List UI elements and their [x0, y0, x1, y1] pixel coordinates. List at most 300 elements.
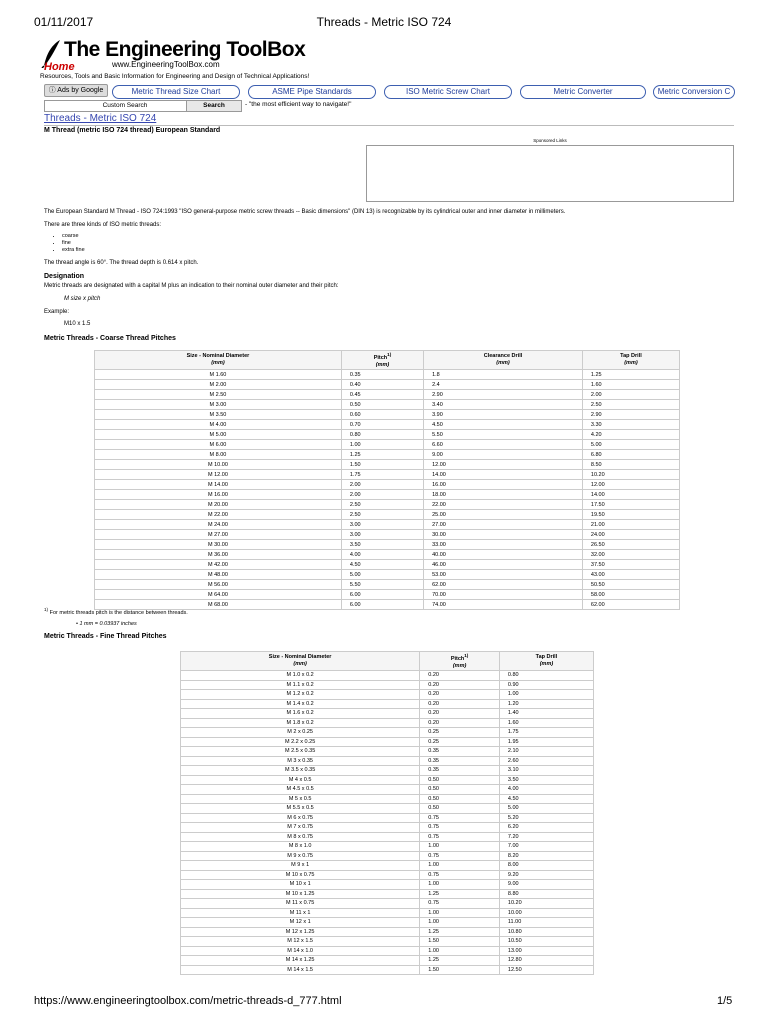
table-cell: 0.75	[420, 813, 500, 823]
table-cell: M 10 x 0.75	[181, 870, 420, 880]
table-row	[95, 440, 680, 450]
table-cell: 1.20	[499, 699, 593, 709]
table-cell: M 56.00	[95, 580, 342, 590]
footnote	[44, 607, 188, 616]
table-cell: 3.10	[499, 766, 593, 776]
table-cell: M 1.6 x 0.2	[181, 709, 420, 719]
table-cell: M 11 x 0.75	[181, 899, 420, 909]
table-cell: 10.50	[499, 937, 593, 947]
table-cell: 6.00	[341, 600, 423, 610]
print-title: Threads - Metric ISO 724	[316, 15, 452, 29]
table-row	[181, 775, 594, 785]
column-header-unit: (mm)	[496, 360, 510, 366]
table-cell: 10.00	[499, 908, 593, 918]
site-logo-url: www.EngineeringToolBox.com	[112, 60, 220, 69]
table-row	[181, 690, 594, 700]
column-header-name: Pitch	[450, 655, 465, 662]
table-cell: 10.80	[499, 927, 593, 937]
table-row	[95, 470, 680, 480]
table-row	[181, 851, 594, 861]
table-cell: 1.00	[420, 908, 500, 918]
table-cell: 17.50	[582, 500, 679, 510]
table-cell: 26.50	[582, 540, 679, 550]
table-row	[181, 937, 594, 947]
table-cell: 0.80	[499, 671, 593, 681]
table-row	[95, 520, 680, 530]
table-cell: 2.50	[341, 500, 423, 510]
table-cell: 1.00	[420, 861, 500, 871]
table-row	[181, 956, 594, 966]
ads-by-google-button[interactable]: ⓘ Ads by Google	[44, 84, 108, 97]
list-item: • fine	[62, 240, 85, 247]
table-row	[181, 946, 594, 956]
table-row	[95, 390, 680, 400]
table-row	[181, 918, 594, 928]
table-cell: 8.20	[499, 851, 593, 861]
table-cell: M 2.50	[95, 390, 342, 400]
table-cell: 6.20	[499, 823, 593, 833]
table-cell: 0.80	[341, 430, 423, 440]
table-row	[181, 709, 594, 719]
column-header-unit: (mm)	[452, 662, 467, 669]
column-header	[95, 351, 342, 370]
table-row	[95, 590, 680, 600]
fine-heading: Metric Threads - Fine Thread Pitches	[44, 633, 167, 640]
table-cell: 2.60	[499, 756, 593, 766]
table-row	[181, 728, 594, 738]
table-row	[95, 450, 680, 460]
table-cell: M 2 x 0.25	[181, 728, 420, 738]
table-cell: 0.70	[341, 420, 423, 430]
coarse-thread-table	[94, 350, 680, 610]
kinds-intro: There are three kinds of ISO metric threads:	[44, 222, 162, 228]
table-cell: M 24.00	[95, 520, 342, 530]
table-cell: M 20.00	[95, 500, 342, 510]
page-title[interactable]: Threads - Metric ISO 724	[44, 113, 157, 124]
table-cell: M 4.5 x 0.5	[181, 785, 420, 795]
table-cell: M 8 x 0.75	[181, 832, 420, 842]
column-header	[424, 351, 583, 370]
table-cell: 0.20	[420, 671, 500, 681]
table-cell: 1.40	[499, 709, 593, 719]
table-cell: M 14.00	[95, 480, 342, 490]
footnote-mark: 1)	[44, 607, 49, 612]
table-row	[95, 550, 680, 560]
table-cell: 1.00	[420, 880, 500, 890]
table-cell: M 3.00	[95, 400, 342, 410]
table-cell: M 22.00	[95, 510, 342, 520]
table-cell: 4.50	[341, 560, 423, 570]
table-cell: 0.20	[420, 690, 500, 700]
table-cell: 2.00	[341, 480, 423, 490]
table-cell: 6.00	[341, 590, 423, 600]
table-cell: 0.75	[420, 832, 500, 842]
table-row	[181, 899, 594, 909]
table-row	[181, 889, 594, 899]
table-row	[181, 680, 594, 690]
column-header	[420, 652, 500, 671]
table-row	[181, 785, 594, 795]
column-header-unit: (mm)	[293, 661, 307, 667]
nav-iso-metric-screw-chart[interactable]: ISO Metric Screw Chart	[384, 85, 512, 99]
table-row	[181, 747, 594, 757]
table-row	[95, 540, 680, 550]
column-header-name: Tap Drill	[535, 654, 558, 660]
table-row	[181, 671, 594, 681]
table-cell: M 14 x 1.5	[181, 965, 420, 975]
example-value: M10 x 1.5	[64, 321, 91, 327]
table-row	[95, 480, 680, 490]
table-cell: 3.50	[341, 540, 423, 550]
table-cell: M 5 x 0.5	[181, 794, 420, 804]
column-header-unit: (mm)	[211, 360, 225, 366]
table-cell: M 6 x 0.75	[181, 813, 420, 823]
table-cell: 62.00	[582, 600, 679, 610]
table-row	[95, 580, 680, 590]
table-row	[181, 804, 594, 814]
table-cell: M 5.00	[95, 430, 342, 440]
table-cell: 2.90	[582, 410, 679, 420]
table-cell: 0.20	[420, 699, 500, 709]
sponsored-links-label: Sponsored Links	[533, 138, 567, 143]
conversion-note: • 1 mm = 0.03937 inches	[76, 621, 137, 627]
table-row	[95, 530, 680, 540]
table-cell: 0.40	[341, 380, 423, 390]
table-cell: 24.00	[582, 530, 679, 540]
table-cell: 6.60	[424, 440, 583, 450]
print-page-number: 1/5	[717, 995, 733, 1007]
table-cell: 3.30	[582, 420, 679, 430]
site-logo-text[interactable]: The Engineering ToolBox	[64, 38, 306, 61]
table-row	[181, 861, 594, 871]
table-cell: 1.75	[499, 728, 593, 738]
table-row	[95, 420, 680, 430]
table-row	[181, 718, 594, 728]
table-cell: M 4.00	[95, 420, 342, 430]
table-cell: 1.00	[420, 918, 500, 928]
table-row	[181, 823, 594, 833]
table-cell: 2.50	[582, 400, 679, 410]
table-cell: M 64.00	[95, 590, 342, 600]
column-header-name: Clearance Drill	[483, 353, 523, 359]
table-cell: 0.75	[420, 851, 500, 861]
page-subtitle: M Thread (metric ISO 724 thread) European Standard	[44, 127, 221, 134]
table-cell: M 14 x 1.0	[181, 946, 420, 956]
table-row	[181, 813, 594, 823]
table-cell: 1.25	[420, 889, 500, 899]
table-cell: 21.00	[582, 520, 679, 530]
table-cell: 1.00	[341, 440, 423, 450]
table-cell: 6.80	[582, 450, 679, 460]
table-cell: 8.00	[499, 861, 593, 871]
table-cell: 14.00	[582, 490, 679, 500]
table-cell: 1.60	[582, 380, 679, 390]
table-row	[181, 880, 594, 890]
column-header-footnote: 1)	[387, 352, 392, 358]
table-cell: M 2.00	[95, 380, 342, 390]
custom-search-input[interactable]: Custom Search	[44, 100, 206, 112]
column-header	[181, 652, 420, 671]
coarse-heading: Metric Threads - Coarse Thread Pitches	[44, 335, 176, 342]
table-cell: M 42.00	[95, 560, 342, 570]
table-cell: M 14 x 1.25	[181, 956, 420, 966]
table-cell: 1.00	[420, 946, 500, 956]
table-cell: 3.00	[341, 520, 423, 530]
table-row	[181, 927, 594, 937]
table-cell: 40.00	[424, 550, 583, 560]
column-header-unit: (mm)	[624, 360, 638, 366]
table-cell: 1.25	[582, 370, 679, 380]
list-item: • extra fine	[62, 247, 85, 254]
footnote-text: For metric threads pitch is the distance between threads.	[49, 609, 188, 616]
table-cell: 18.00	[424, 490, 583, 500]
column-header	[499, 652, 593, 671]
column-header-footnote: 1)	[464, 653, 469, 659]
table-cell: 3.40	[424, 400, 583, 410]
table-row	[95, 430, 680, 440]
table-cell: 10.20	[582, 470, 679, 480]
table-cell: 2.90	[424, 390, 583, 400]
table-cell: M 1.4 x 0.2	[181, 699, 420, 709]
thread-angle-text: The thread angle is 60°. The thread depth is 0.614 x pitch.	[44, 260, 199, 266]
table-cell: 22.00	[424, 500, 583, 510]
nav-metric-converter[interactable]: Metric Converter	[520, 85, 646, 99]
table-cell: 5.50	[341, 580, 423, 590]
table-row	[181, 870, 594, 880]
table-cell: 1.8	[424, 370, 583, 380]
table-cell: 1.25	[341, 450, 423, 460]
table-cell: 46.00	[424, 560, 583, 570]
table-cell: 0.35	[420, 756, 500, 766]
table-cell: 4.20	[582, 430, 679, 440]
designation-text: Metric threads are designated with a capital M plus an indication to their nominal outer diameter and their pitch:	[44, 283, 339, 289]
table-cell: 3.50	[499, 775, 593, 785]
sponsored-ad-box[interactable]	[366, 145, 734, 202]
nav-asme-pipe-standards[interactable]: ASME Pipe Standards	[248, 85, 376, 99]
column-header-name: Pitch	[373, 354, 388, 361]
table-cell: 0.75	[420, 899, 500, 909]
column-header-name: Tap Drill	[620, 353, 642, 359]
table-cell: 4.50	[424, 420, 583, 430]
table-cell: 1.25	[420, 927, 500, 937]
column-header-unit: (mm)	[375, 361, 390, 368]
table-cell: 0.90	[499, 680, 593, 690]
table-cell: 14.00	[424, 470, 583, 480]
table-cell: M 1.0 x 0.2	[181, 671, 420, 681]
table-cell: M 10.00	[95, 460, 342, 470]
table-cell: 1.00	[499, 690, 593, 700]
table-cell: M 12 x 1	[181, 918, 420, 928]
table-cell: 2.00	[582, 390, 679, 400]
table-cell: 0.25	[420, 737, 500, 747]
table-row	[95, 560, 680, 570]
table-cell: 11.00	[499, 918, 593, 928]
table-cell: M 10 x 1.25	[181, 889, 420, 899]
table-cell: 1.50	[341, 460, 423, 470]
table-cell: 5.50	[424, 430, 583, 440]
table-cell: M 36.00	[95, 550, 342, 560]
table-cell: 5.00	[582, 440, 679, 450]
table-cell: 0.75	[420, 870, 500, 880]
table-cell: M 3.50	[95, 410, 342, 420]
column-header	[582, 351, 679, 370]
table-row	[95, 490, 680, 500]
table-cell: 1.75	[341, 470, 423, 480]
table-cell: 50.50	[582, 580, 679, 590]
site-tagline: Resources, Tools and Basic Information for Engineering and Design of Technical Applications!	[40, 73, 310, 80]
table-cell: M 8.00	[95, 450, 342, 460]
table-cell: M 30.00	[95, 540, 342, 550]
fine-thread-table	[180, 651, 594, 975]
table-cell: 3.00	[341, 530, 423, 540]
home-link[interactable]: Home	[44, 61, 75, 73]
table-cell: 5.00	[341, 570, 423, 580]
table-cell: 0.20	[420, 718, 500, 728]
table-cell: M 3.5 x 0.35	[181, 766, 420, 776]
table-cell: 0.20	[420, 709, 500, 719]
table-cell: M 4 x 0.5	[181, 775, 420, 785]
table-cell: 5.20	[499, 813, 593, 823]
table-row	[95, 570, 680, 580]
search-note: - "the most efficient way to navigate!"	[245, 101, 352, 108]
table-cell: M 27.00	[95, 530, 342, 540]
table-cell: 0.50	[420, 775, 500, 785]
table-cell: 1.60	[499, 718, 593, 728]
table-cell: 2.10	[499, 747, 593, 757]
table-cell: M 68.00	[95, 600, 342, 610]
table-cell: 8.80	[499, 889, 593, 899]
designation-format: M size x pitch	[64, 296, 101, 302]
table-cell: 12.00	[582, 480, 679, 490]
table-cell: 12.00	[424, 460, 583, 470]
table-cell: M 16.00	[95, 490, 342, 500]
search-button[interactable]: Search	[186, 100, 242, 112]
table-cell: 0.45	[341, 390, 423, 400]
table-cell: M 3 x 0.35	[181, 756, 420, 766]
table-cell: 25.00	[424, 510, 583, 520]
table-row	[181, 908, 594, 918]
column-header-name: Size - Nominal Diameter	[268, 654, 332, 660]
table-cell: 0.35	[420, 747, 500, 757]
nav-metric-thread-size-chart[interactable]: Metric Thread Size Chart	[112, 85, 240, 99]
table-cell: 74.00	[424, 600, 583, 610]
table-cell: 0.50	[420, 804, 500, 814]
table-row	[95, 410, 680, 420]
table-cell: M 7 x 0.75	[181, 823, 420, 833]
table-cell: 1.50	[420, 937, 500, 947]
table-cell: M 48.00	[95, 570, 342, 580]
table-cell: 4.50	[499, 794, 593, 804]
print-date: 01/11/2017	[34, 15, 94, 29]
table-cell: 0.35	[341, 370, 423, 380]
table-cell: 3.90	[424, 410, 583, 420]
column-header-unit: (mm)	[539, 661, 554, 667]
table-cell: 4.00	[499, 785, 593, 795]
table-row	[181, 699, 594, 709]
table-cell: 1.50	[420, 965, 500, 975]
table-cell: 53.00	[424, 570, 583, 580]
title-divider	[44, 125, 734, 126]
table-cell: 1.25	[420, 956, 500, 966]
print-footer-url: https://www.engineeringtoolbox.com/metric-threads-d_777.html	[34, 995, 342, 1007]
table-cell: 0.20	[420, 680, 500, 690]
table-row	[95, 510, 680, 520]
table-cell: 12.80	[499, 956, 593, 966]
table-row	[95, 380, 680, 390]
table-row	[181, 766, 594, 776]
table-cell: 8.50	[582, 460, 679, 470]
table-cell: 12.50	[499, 965, 593, 975]
thread-kinds-list	[50, 233, 85, 254]
table-cell: 0.50	[420, 794, 500, 804]
table-cell: 0.60	[341, 410, 423, 420]
table-cell: M 9 x 0.75	[181, 851, 420, 861]
table-cell: M 9 x 1	[181, 861, 420, 871]
table-cell: M 1.8 x 0.2	[181, 718, 420, 728]
nav-metric-conversion[interactable]: Metric Conversion C	[653, 85, 735, 99]
table-cell: M 2.2 x 0.25	[181, 737, 420, 747]
table-row	[181, 737, 594, 747]
table-cell: M 12.00	[95, 470, 342, 480]
table-row	[95, 400, 680, 410]
table-cell: M 10 x 1	[181, 880, 420, 890]
table-cell: 70.00	[424, 590, 583, 600]
table-cell: M 11 x 1	[181, 908, 420, 918]
table-cell: 16.00	[424, 480, 583, 490]
table-cell: 33.00	[424, 540, 583, 550]
table-cell: 1.95	[499, 737, 593, 747]
table-row	[181, 794, 594, 804]
table-cell: 0.50	[420, 785, 500, 795]
intro-paragraph: The European Standard M Thread - ISO 724:1993 "ISO general-purpose metric screw threads -- Basic dimensions" (DIN 13) is recognizable by its cylindrical outer and inner diameter in millimeters.	[44, 209, 566, 215]
table-cell: 2.00	[341, 490, 423, 500]
table-cell: 5.00	[499, 804, 593, 814]
table-row	[181, 842, 594, 852]
table-cell: 7.20	[499, 832, 593, 842]
table-cell: 0.25	[420, 728, 500, 738]
table-cell: 30.00	[424, 530, 583, 540]
table-cell: 19.50	[582, 510, 679, 520]
table-cell: 0.50	[341, 400, 423, 410]
table-row	[181, 756, 594, 766]
table-row	[95, 370, 680, 380]
table-cell: 0.35	[420, 766, 500, 776]
table-row	[95, 500, 680, 510]
conversion-text: 1 mm = 0.03937 inches	[79, 621, 137, 627]
table-cell: 9.00	[424, 450, 583, 460]
table-cell: M 12 x 1.5	[181, 937, 420, 947]
table-cell: M 8 x 1.0	[181, 842, 420, 852]
table-cell: 9.00	[499, 880, 593, 890]
table-cell: 4.00	[341, 550, 423, 560]
table-cell: 10.20	[499, 899, 593, 909]
list-item: • coarse	[62, 233, 85, 240]
designation-heading: Designation	[44, 273, 85, 280]
table-row	[95, 460, 680, 470]
table-cell: 9.20	[499, 870, 593, 880]
table-cell: 37.50	[582, 560, 679, 570]
table-cell: 58.00	[582, 590, 679, 600]
table-cell: 1.00	[420, 842, 500, 852]
table-cell: 62.00	[424, 580, 583, 590]
column-header-name: Size - Nominal Diameter	[186, 353, 250, 359]
table-row	[181, 832, 594, 842]
table-cell: 13.00	[499, 946, 593, 956]
table-cell: 43.00	[582, 570, 679, 580]
table-cell: M 5.5 x 0.5	[181, 804, 420, 814]
table-cell: M 2.5 x 0.35	[181, 747, 420, 757]
table-cell: 32.00	[582, 550, 679, 560]
